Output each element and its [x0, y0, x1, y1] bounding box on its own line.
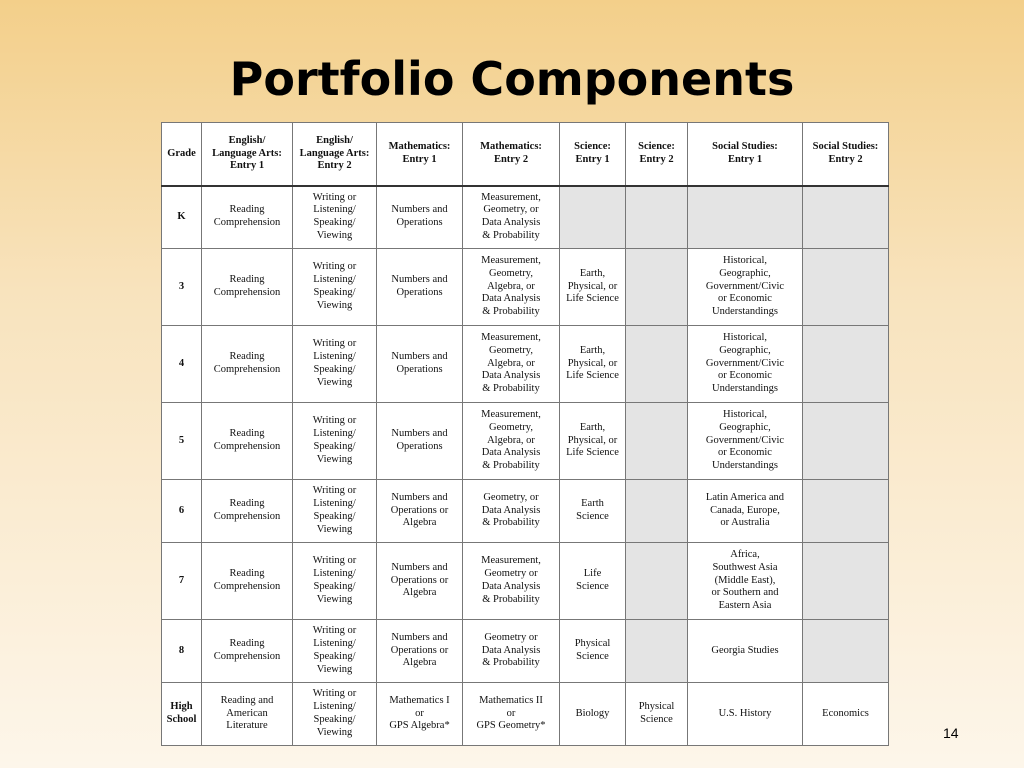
cell-social-studies-entry-2	[803, 326, 889, 403]
cell-math-entry-2: Measurement, Geometry, Algebra, or Data Analysis & Probability	[463, 403, 560, 480]
cell-social-studies-entry-2	[803, 403, 889, 480]
cell-math-entry-2: Measurement, Geometry, Algebra, or Data Analysis & Probability	[463, 249, 560, 326]
cell-science-entry-1: Physical Science	[560, 620, 626, 683]
cell-science-entry-1: Earth, Physical, or Life Science	[560, 326, 626, 403]
header-science-entry-2: Science: Entry 2	[626, 123, 688, 186]
cell-grade: K	[162, 186, 202, 249]
table-row	[162, 620, 889, 683]
cell-social-studies-entry-1: Historical, Geographic, Government/Civic or Economic Understandings	[688, 403, 803, 480]
cell-science-entry-2	[626, 249, 688, 326]
cell-math-entry-1: Numbers and Operations or Algebra	[377, 543, 463, 620]
cell-ela-entry-1: Reading and American Literature	[202, 683, 293, 746]
cell-math-entry-1: Numbers and Operations or Algebra	[377, 480, 463, 543]
table-row	[162, 543, 889, 620]
table-row	[162, 403, 889, 480]
cell-science-entry-2: Physical Science	[626, 683, 688, 746]
cell-social-studies-entry-1: Historical, Geographic, Government/Civic or Economic Understandings	[688, 249, 803, 326]
cell-science-entry-1: Earth, Physical, or Life Science	[560, 403, 626, 480]
cell-grade: High School	[162, 683, 202, 746]
cell-ela-entry-1: Reading Comprehension	[202, 186, 293, 249]
cell-science-entry-2	[626, 620, 688, 683]
cell-social-studies-entry-1: Georgia Studies	[688, 620, 803, 683]
cell-grade: 6	[162, 480, 202, 543]
cell-science-entry-1	[560, 186, 626, 249]
cell-science-entry-2	[626, 186, 688, 249]
header-social-studies-entry-1: Social Studies: Entry 1	[688, 123, 803, 186]
table-row	[162, 683, 889, 746]
cell-science-entry-2	[626, 480, 688, 543]
header-ela-entry-2: English/ Language Arts: Entry 2	[293, 123, 377, 186]
cell-science-entry-1: Biology	[560, 683, 626, 746]
cell-math-entry-2: Measurement, Geometry or Data Analysis & Probability	[463, 543, 560, 620]
header-math-entry-1: Mathematics: Entry 1	[377, 123, 463, 186]
cell-ela-entry-2: Writing or Listening/ Speaking/ Viewing	[293, 403, 377, 480]
cell-math-entry-2: Geometry or Data Analysis & Probability	[463, 620, 560, 683]
cell-math-entry-1: Mathematics I or GPS Algebra*	[377, 683, 463, 746]
cell-social-studies-entry-2	[803, 186, 889, 249]
cell-ela-entry-2: Writing or Listening/ Speaking/ Viewing	[293, 543, 377, 620]
cell-ela-entry-2: Writing or Listening/ Speaking/ Viewing	[293, 480, 377, 543]
cell-grade: 8	[162, 620, 202, 683]
table-row	[162, 249, 889, 326]
cell-social-studies-entry-2	[803, 480, 889, 543]
table-row	[162, 326, 889, 403]
header-ela-entry-1: English/ Language Arts: Entry 1	[202, 123, 293, 186]
cell-social-studies-entry-2: Economics	[803, 683, 889, 746]
cell-ela-entry-2: Writing or Listening/ Speaking/ Viewing	[293, 249, 377, 326]
cell-science-entry-2	[626, 326, 688, 403]
cell-math-entry-2: Measurement, Geometry, or Data Analysis & Probability	[463, 186, 560, 249]
cell-social-studies-entry-1: U.S. History	[688, 683, 803, 746]
cell-math-entry-1: Numbers and Operations	[377, 186, 463, 249]
cell-ela-entry-1: Reading Comprehension	[202, 403, 293, 480]
page-number: 14	[943, 725, 959, 741]
cell-ela-entry-2: Writing or Listening/ Speaking/ Viewing	[293, 620, 377, 683]
cell-social-studies-entry-2	[803, 543, 889, 620]
header-grade: Grade	[162, 123, 202, 186]
header-science-entry-1: Science: Entry 1	[560, 123, 626, 186]
cell-social-studies-entry-1: Latin America and Canada, Europe, or Australia	[688, 480, 803, 543]
cell-math-entry-2: Mathematics II or GPS Geometry*	[463, 683, 560, 746]
cell-science-entry-1: Earth, Physical, or Life Science	[560, 249, 626, 326]
cell-math-entry-2: Geometry, or Data Analysis & Probability	[463, 480, 560, 543]
cell-ela-entry-1: Reading Comprehension	[202, 249, 293, 326]
cell-grade: 4	[162, 326, 202, 403]
portfolio-components-table	[161, 122, 889, 746]
table-body	[162, 186, 889, 746]
cell-social-studies-entry-1: Africa, Southwest Asia (Middle East), or Southern and Eastern Asia	[688, 543, 803, 620]
table-row	[162, 186, 889, 249]
cell-science-entry-2	[626, 403, 688, 480]
cell-ela-entry-1: Reading Comprehension	[202, 620, 293, 683]
cell-math-entry-1: Numbers and Operations or Algebra	[377, 620, 463, 683]
cell-ela-entry-1: Reading Comprehension	[202, 543, 293, 620]
cell-math-entry-1: Numbers and Operations	[377, 326, 463, 403]
cell-math-entry-1: Numbers and Operations	[377, 249, 463, 326]
cell-social-studies-entry-1: Historical, Geographic, Government/Civic or Economic Understandings	[688, 326, 803, 403]
cell-ela-entry-1: Reading Comprehension	[202, 480, 293, 543]
header-social-studies-entry-2: Social Studies: Entry 2	[803, 123, 889, 186]
cell-math-entry-2: Measurement, Geometry, Algebra, or Data Analysis & Probability	[463, 326, 560, 403]
header-math-entry-2: Mathematics: Entry 2	[463, 123, 560, 186]
cell-grade: 3	[162, 249, 202, 326]
cell-science-entry-2	[626, 543, 688, 620]
cell-social-studies-entry-2	[803, 249, 889, 326]
cell-social-studies-entry-1	[688, 186, 803, 249]
cell-ela-entry-2: Writing or Listening/ Speaking/ Viewing	[293, 186, 377, 249]
cell-science-entry-1: Life Science	[560, 543, 626, 620]
cell-ela-entry-1: Reading Comprehension	[202, 326, 293, 403]
table-header-row	[162, 123, 889, 186]
cell-grade: 5	[162, 403, 202, 480]
cell-science-entry-1: Earth Science	[560, 480, 626, 543]
cell-math-entry-1: Numbers and Operations	[377, 403, 463, 480]
table-row	[162, 480, 889, 543]
cell-ela-entry-2: Writing or Listening/ Speaking/ Viewing	[293, 683, 377, 746]
slide-title: Portfolio Components	[229, 52, 795, 106]
cell-social-studies-entry-2	[803, 620, 889, 683]
cell-grade: 7	[162, 543, 202, 620]
cell-ela-entry-2: Writing or Listening/ Speaking/ Viewing	[293, 326, 377, 403]
